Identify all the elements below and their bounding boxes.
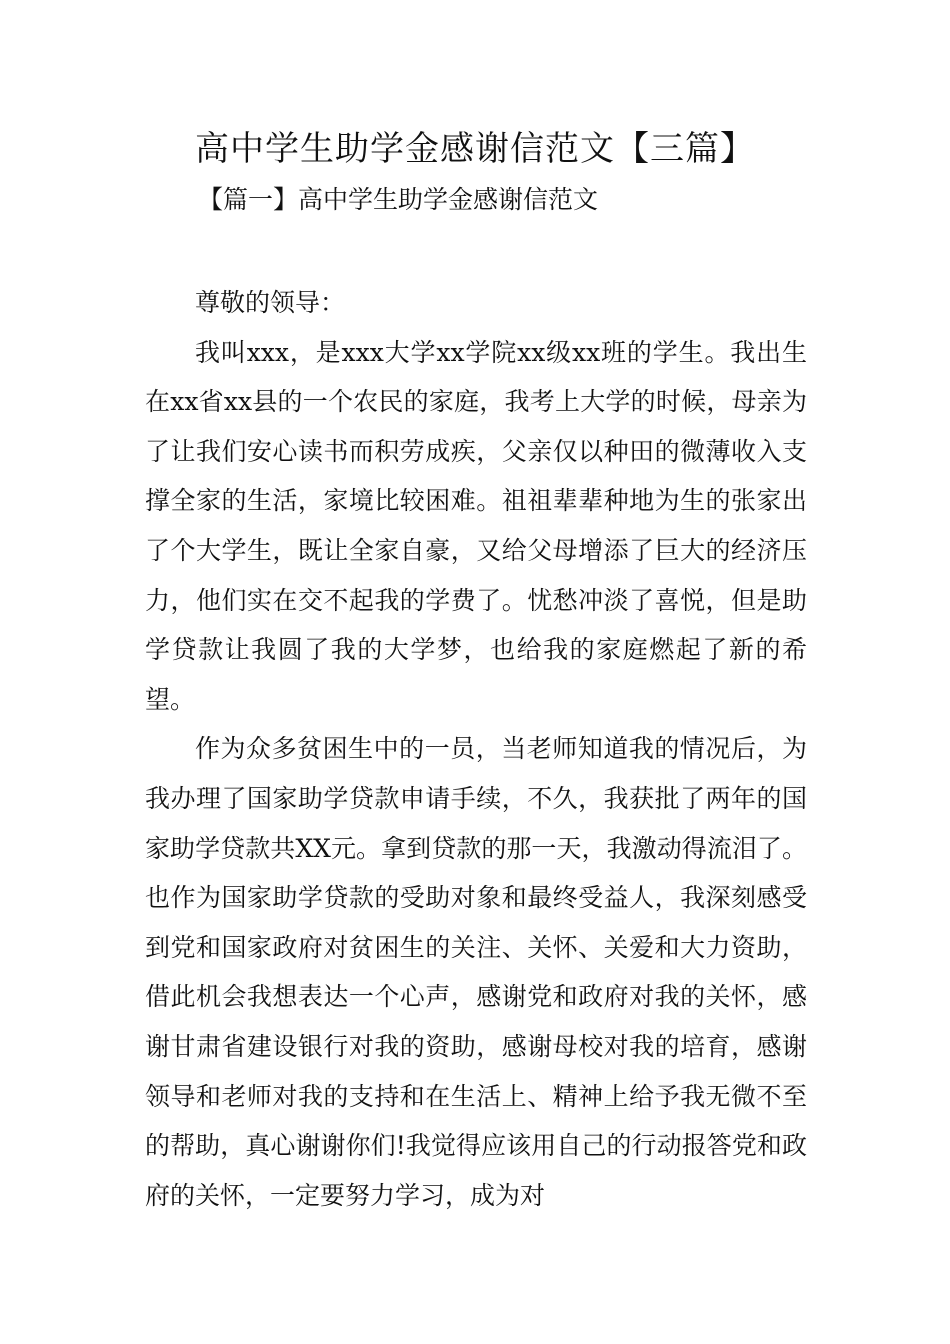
- document-title: 高中学生助学金感谢信范文【三篇】: [195, 129, 755, 169]
- paragraph-1: 我叫xxx，是xxx大学xx学院xx级xx班的学生。我出生在xx省xx县的一个农民的家庭，我考上大学的时候，母亲为了让我们安心读书而积劳成疾，父亲仅以种田的微薄收入支撑全家的生活，家境比较困难。祖祖辈辈种地为生的张家出了个大学生，既让全家自豪，又给父母增添了巨大的经济压力，他们实在交不起我的学费了。忧愁冲淡了喜悦，但是助学贷款让我圆了我的大学梦，也给我的家庭燃起了新的希望。: [145, 337, 807, 714]
- paragraph-2: 作为众多贫困生中的一员，当老师知道我的情况后，为我办理了国家助学贷款申请手续，不久，我获批了两年的国家助学贷款共XX元。拿到贷款的那一天，我激动得流泪了。也作为国家助学贷款的受助对象和最终受益人，我深刻感受到党和国家政府对贫困生的关注、关怀、关爱和大力资助，借此机会我想表达一个心声，感谢党和政府对我的关怀，感谢甘肃省建设银行对我的资助，感谢母校对我的培育，感谢领导和老师对我的支持和在生活上、精神上给予我无微不至的帮助，真心谢谢你们!我觉得应该用自己的行动报答党和政府的关怀，一定要努力学习，成为对: [145, 734, 807, 1210]
- salutation: 尊敬的领导：: [195, 288, 346, 317]
- section-heading: 【篇一】高中学生助学金感谢信范文: [198, 185, 599, 214]
- letter-body: [145, 278, 807, 1220]
